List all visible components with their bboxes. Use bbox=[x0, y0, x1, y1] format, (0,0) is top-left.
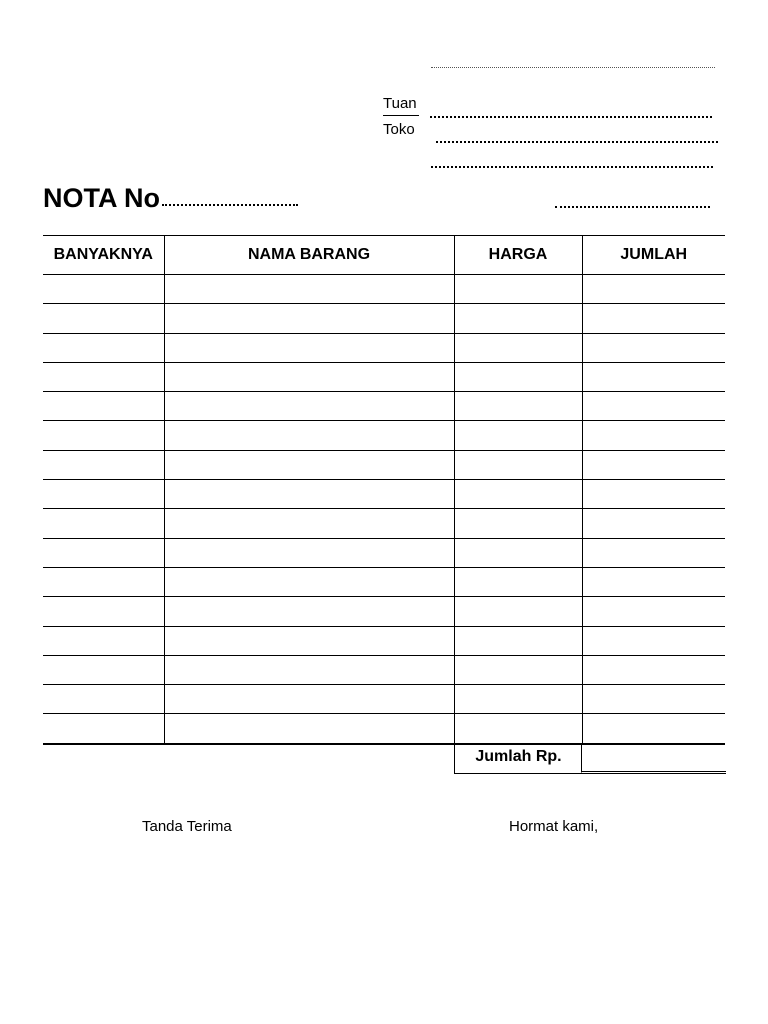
table-cell[interactable] bbox=[164, 450, 454, 479]
table-cell[interactable] bbox=[454, 275, 582, 304]
table-cell[interactable] bbox=[454, 567, 582, 596]
table-cell[interactable] bbox=[582, 480, 725, 509]
table-row bbox=[43, 304, 725, 333]
table-cell[interactable] bbox=[43, 333, 164, 362]
table-cell[interactable] bbox=[454, 450, 582, 479]
table-row bbox=[43, 362, 725, 391]
table-cell[interactable] bbox=[454, 538, 582, 567]
table-cell[interactable] bbox=[43, 450, 164, 479]
items-table bbox=[43, 235, 725, 745]
table-cell[interactable] bbox=[164, 714, 454, 744]
table-cell[interactable] bbox=[454, 685, 582, 714]
table-cell[interactable] bbox=[164, 333, 454, 362]
table-cell[interactable] bbox=[164, 538, 454, 567]
table-row bbox=[43, 333, 725, 362]
table-cell[interactable] bbox=[164, 509, 454, 538]
table-cell[interactable] bbox=[582, 392, 725, 421]
table-row bbox=[43, 480, 725, 509]
table-cell[interactable] bbox=[164, 304, 454, 333]
date-dotted-line[interactable] bbox=[431, 67, 715, 68]
table-cell[interactable] bbox=[454, 509, 582, 538]
table-row bbox=[43, 421, 725, 450]
table-cell[interactable] bbox=[43, 626, 164, 655]
table-row bbox=[43, 509, 725, 538]
table-cell[interactable] bbox=[43, 597, 164, 626]
nota-title: NOTA No bbox=[43, 183, 160, 213]
table-cell[interactable] bbox=[454, 714, 582, 744]
table-cell[interactable] bbox=[43, 275, 164, 304]
table-row bbox=[43, 567, 725, 596]
tuan-underline bbox=[383, 115, 419, 116]
table-cell[interactable] bbox=[164, 421, 454, 450]
nota-date-dotted-line[interactable] bbox=[555, 206, 710, 208]
table-cell[interactable] bbox=[43, 538, 164, 567]
table-cell[interactable] bbox=[454, 480, 582, 509]
table-row bbox=[43, 275, 725, 304]
table-cell[interactable] bbox=[454, 626, 582, 655]
table-cell[interactable] bbox=[43, 480, 164, 509]
table-row bbox=[43, 626, 725, 655]
column-header-harga: HARGA bbox=[454, 236, 582, 275]
address-dotted-line[interactable] bbox=[431, 166, 713, 168]
table-cell[interactable] bbox=[582, 626, 725, 655]
column-header-jumlah: JUMLAH bbox=[582, 236, 725, 275]
table-cell[interactable] bbox=[582, 333, 725, 362]
table-cell[interactable] bbox=[454, 392, 582, 421]
table-cell[interactable] bbox=[43, 567, 164, 596]
table-cell[interactable] bbox=[164, 685, 454, 714]
table-cell[interactable] bbox=[454, 304, 582, 333]
table-row bbox=[43, 392, 725, 421]
table-cell[interactable] bbox=[43, 304, 164, 333]
table-cell[interactable] bbox=[582, 655, 725, 684]
table-cell[interactable] bbox=[43, 714, 164, 744]
table-cell[interactable] bbox=[454, 362, 582, 391]
toko-label: Toko bbox=[383, 121, 415, 138]
column-header-banyaknya: BANYAKNYA bbox=[43, 236, 164, 275]
table-row bbox=[43, 655, 725, 684]
table-row bbox=[43, 597, 725, 626]
total-value-field[interactable] bbox=[581, 743, 726, 774]
table-row bbox=[43, 450, 725, 479]
table-cell[interactable] bbox=[164, 655, 454, 684]
table-cell[interactable] bbox=[454, 333, 582, 362]
table-cell[interactable] bbox=[164, 567, 454, 596]
table-cell[interactable] bbox=[582, 685, 725, 714]
table-cell[interactable] bbox=[582, 275, 725, 304]
tuan-label: Tuan bbox=[383, 95, 417, 112]
nota-number-dotted-line[interactable] bbox=[162, 204, 298, 206]
column-header-nama-barang: NAMA BARANG bbox=[164, 236, 454, 275]
table-cell[interactable] bbox=[164, 626, 454, 655]
table-cell[interactable] bbox=[582, 362, 725, 391]
table-cell[interactable] bbox=[164, 597, 454, 626]
table-cell[interactable] bbox=[454, 597, 582, 626]
table-cell[interactable] bbox=[164, 480, 454, 509]
table-cell[interactable] bbox=[582, 421, 725, 450]
table-row bbox=[43, 685, 725, 714]
table-row bbox=[43, 714, 725, 744]
table-cell[interactable] bbox=[43, 509, 164, 538]
total-label: Jumlah Rp. bbox=[454, 743, 582, 774]
table-cell[interactable] bbox=[43, 421, 164, 450]
table-header-row bbox=[43, 236, 725, 275]
table-cell[interactable] bbox=[43, 362, 164, 391]
table-cell[interactable] bbox=[43, 655, 164, 684]
table-cell[interactable] bbox=[582, 509, 725, 538]
table-cell[interactable] bbox=[582, 538, 725, 567]
toko-dotted-line[interactable] bbox=[436, 141, 718, 143]
table-cell[interactable] bbox=[43, 392, 164, 421]
table-row bbox=[43, 538, 725, 567]
table-cell[interactable] bbox=[582, 450, 725, 479]
hormat-kami-label: Hormat kami, bbox=[509, 818, 599, 835]
tanda-terima-label: Tanda Terima bbox=[142, 818, 232, 835]
tuan-dotted-line[interactable] bbox=[430, 116, 712, 118]
table-cell[interactable] bbox=[164, 392, 454, 421]
table-cell[interactable] bbox=[454, 655, 582, 684]
table-cell[interactable] bbox=[43, 685, 164, 714]
table-cell[interactable] bbox=[164, 275, 454, 304]
table-cell[interactable] bbox=[582, 714, 725, 744]
table-cell[interactable] bbox=[582, 304, 725, 333]
table-cell[interactable] bbox=[454, 421, 582, 450]
table-cell[interactable] bbox=[582, 567, 725, 596]
table-cell[interactable] bbox=[164, 362, 454, 391]
table-cell[interactable] bbox=[582, 597, 725, 626]
